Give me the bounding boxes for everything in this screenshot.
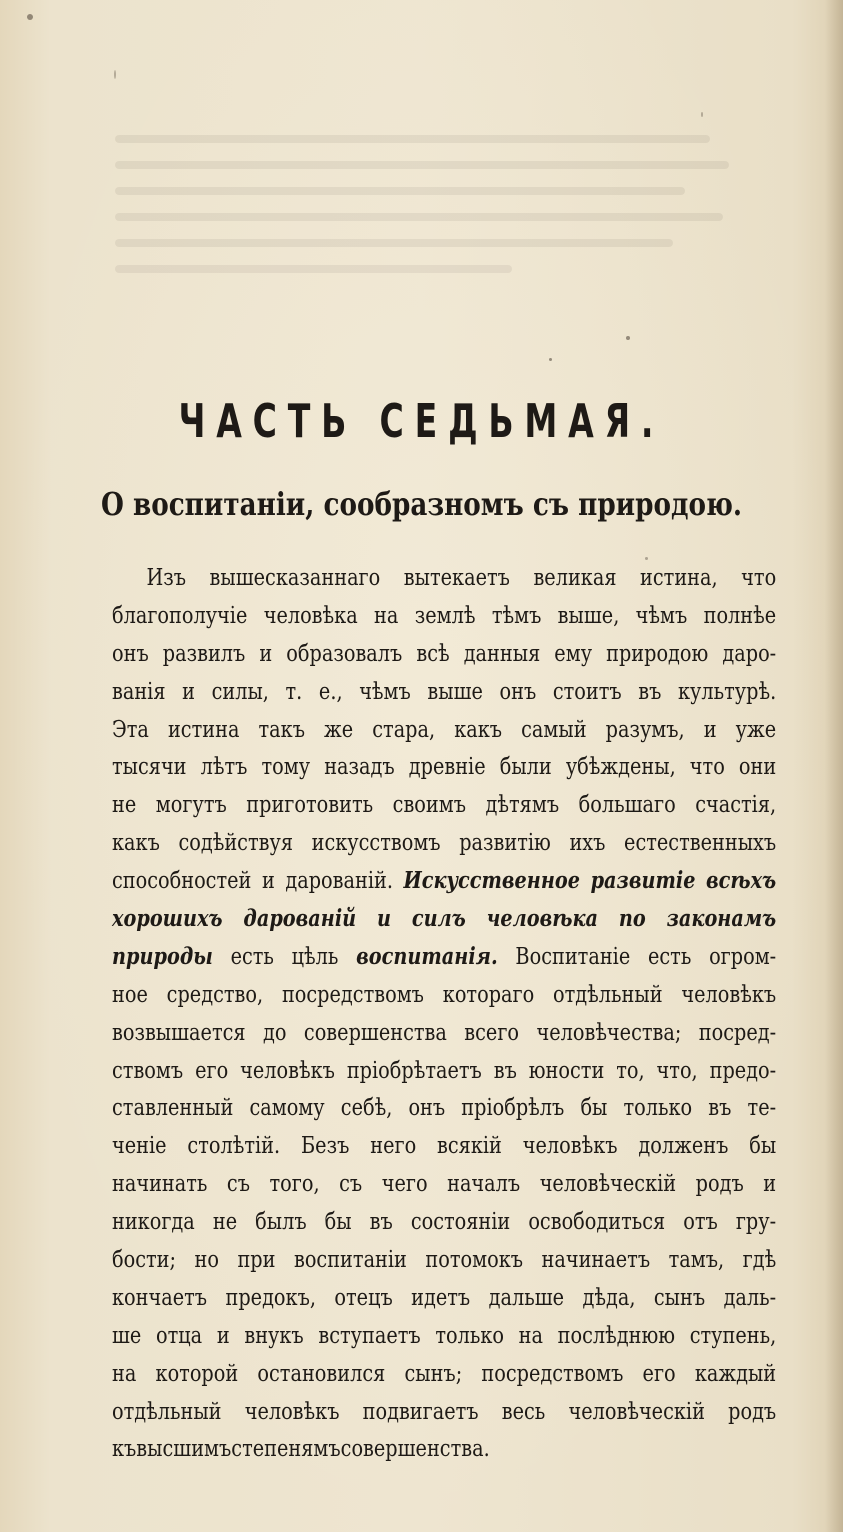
- word: приготовить: [246, 790, 374, 819]
- paragraph-line: [112, 1282, 777, 1324]
- word: ствомъ: [112, 1055, 184, 1084]
- word: и: [261, 866, 275, 895]
- paper-speck: [27, 14, 33, 20]
- word: такъ: [258, 714, 305, 743]
- word: сынъ: [653, 1282, 706, 1311]
- word: что: [689, 752, 725, 781]
- word: возвышается: [112, 1017, 246, 1046]
- word: весь: [501, 1396, 546, 1425]
- word: потомокъ: [425, 1245, 524, 1274]
- paragraph-line: [112, 1131, 777, 1172]
- word: чѣмъ: [359, 676, 411, 705]
- word: чѣмъ: [635, 600, 688, 629]
- word: развилъ: [162, 638, 246, 667]
- word: съ: [339, 1169, 363, 1198]
- emphasized-word: человѣка: [486, 904, 599, 933]
- word: стоитъ: [552, 676, 622, 705]
- word: только: [435, 1320, 504, 1349]
- word: бы: [324, 1207, 352, 1236]
- word: посредствомъ: [481, 1358, 624, 1387]
- word: не: [112, 790, 137, 819]
- paragraph-line: [112, 904, 777, 945]
- word: родъ: [695, 1169, 744, 1198]
- word: древніе: [408, 752, 486, 781]
- paragraph-line: [112, 714, 777, 756]
- emphasized-word: по: [618, 904, 646, 933]
- word: къ: [112, 1434, 137, 1463]
- word: вышесказаннаго: [209, 563, 381, 591]
- word: родъ: [728, 1396, 777, 1425]
- word: природою: [606, 638, 709, 667]
- word: дѣда,: [582, 1282, 636, 1311]
- word: начинаетъ: [541, 1245, 651, 1274]
- emphasized-word: и: [377, 904, 392, 933]
- word: всякій: [437, 1131, 502, 1160]
- word: освободиться: [528, 1207, 666, 1236]
- word: что,: [656, 1055, 698, 1084]
- word: подвигаетъ: [362, 1396, 479, 1425]
- word: ное: [112, 979, 148, 1008]
- paragraph-line: [112, 1245, 777, 1286]
- word: самый: [521, 714, 587, 743]
- word: совершенства: [303, 1017, 447, 1046]
- paragraph-line: [112, 1434, 776, 1475]
- paragraph-line: [112, 1396, 777, 1438]
- word: въ: [493, 1055, 517, 1084]
- word: стара,: [372, 714, 436, 743]
- word: цѣль: [291, 941, 339, 970]
- word: человѣкъ: [244, 1396, 340, 1425]
- word: благополучіе: [112, 600, 248, 629]
- word: человѣкъ: [522, 1131, 618, 1160]
- word: былъ: [255, 1207, 307, 1236]
- word: человѣческій: [568, 1396, 705, 1425]
- emphasized-word: Искусственное: [403, 866, 581, 895]
- word: чего: [381, 1169, 428, 1198]
- word: всѣ: [416, 638, 450, 667]
- paragraph-line: [112, 1207, 777, 1248]
- word: и: [216, 1320, 230, 1349]
- word: предокъ,: [225, 1282, 316, 1311]
- paragraph-line: [112, 563, 777, 604]
- word: лѣтъ: [200, 752, 248, 781]
- word: ему: [554, 638, 593, 667]
- emphasized-word: хорошихъ: [112, 904, 223, 933]
- word: разумъ,: [605, 714, 685, 743]
- word: были: [499, 752, 552, 781]
- word: ставленный: [112, 1093, 234, 1122]
- word: даро-: [722, 638, 777, 667]
- word: дальше: [488, 1282, 565, 1311]
- word: на: [374, 600, 399, 629]
- paper-speck: [549, 358, 552, 361]
- bleed-through-text: [115, 135, 735, 335]
- word: бости;: [112, 1245, 176, 1274]
- word: послѣднюю: [557, 1320, 676, 1349]
- word: т.: [285, 676, 303, 705]
- word: ше: [112, 1320, 142, 1349]
- word: тысячи: [112, 752, 187, 781]
- word: ступень,: [689, 1320, 777, 1349]
- word: гдѣ: [742, 1245, 777, 1274]
- word: Безъ: [301, 1131, 350, 1160]
- paragraph-line: [112, 828, 777, 869]
- word: способностей: [112, 866, 252, 895]
- word: Воспитаніе: [515, 941, 631, 970]
- word: до: [263, 1017, 287, 1046]
- paragraph-line: [112, 866, 777, 907]
- word: всего: [464, 1017, 520, 1046]
- paragraph-line: [112, 941, 777, 983]
- word: силы,: [211, 676, 269, 705]
- word: дарованій.: [285, 866, 393, 895]
- word: есть: [230, 941, 274, 970]
- paragraph-line: [112, 638, 777, 680]
- emphasized-word: природы: [112, 941, 213, 970]
- word: пріобрѣлъ: [461, 1093, 565, 1122]
- word: большаго: [578, 790, 676, 819]
- paragraph-line: [112, 1169, 777, 1210]
- word: ванія: [112, 676, 166, 705]
- word: начинать: [112, 1169, 208, 1198]
- word: отдѣльный: [112, 1396, 222, 1425]
- word: съ: [226, 1169, 250, 1198]
- word: естественныхъ: [624, 828, 777, 857]
- word: истина,: [640, 563, 718, 591]
- word: дѣтямъ: [485, 790, 560, 819]
- word: идетъ: [411, 1282, 471, 1311]
- word: посред-: [698, 1017, 777, 1046]
- word: и: [703, 714, 717, 743]
- word: счастія,: [695, 790, 777, 819]
- word: себѣ,: [340, 1093, 393, 1122]
- emphasized-word: законамъ: [666, 904, 777, 933]
- word: посредствомъ: [281, 979, 424, 1008]
- word: того,: [269, 1169, 320, 1198]
- part-title: ЧАСТЬ СЕДЬМАЯ.: [178, 394, 665, 448]
- word: которой: [155, 1358, 239, 1387]
- word: не: [212, 1207, 238, 1236]
- word: внукъ: [244, 1320, 304, 1349]
- word: Изъ: [146, 563, 187, 591]
- word: и: [763, 1169, 777, 1198]
- word: землѣ: [414, 600, 476, 629]
- paragraph-line: [112, 752, 777, 793]
- word: истина: [167, 714, 240, 743]
- paragraph-line: [112, 600, 777, 642]
- word: своимъ: [392, 790, 466, 819]
- word: данныя: [463, 638, 541, 667]
- word: какъ: [112, 828, 160, 857]
- word: средство,: [166, 979, 264, 1008]
- word: него: [370, 1131, 417, 1160]
- word: содѣйствуя: [178, 828, 293, 857]
- word: котораго: [442, 979, 535, 1008]
- word: и: [259, 638, 273, 667]
- word: то,: [616, 1055, 645, 1084]
- emphasized-word: развитіе: [590, 866, 696, 895]
- word: выше,: [557, 600, 620, 629]
- emphasized-word: силъ: [411, 904, 466, 933]
- paragraph-line: [112, 1055, 777, 1097]
- word: полнѣе: [703, 600, 777, 629]
- word: долженъ: [638, 1131, 729, 1160]
- word: какъ: [454, 714, 503, 743]
- word: на: [518, 1320, 543, 1349]
- word: при: [237, 1245, 276, 1274]
- word: и: [182, 676, 195, 705]
- word: ченіе: [112, 1131, 167, 1160]
- word: столѣтій.: [187, 1131, 281, 1160]
- word: отдѣльный: [553, 979, 663, 1008]
- word: онъ: [408, 1093, 446, 1122]
- word: въ: [369, 1207, 393, 1236]
- paragraph-line: [112, 790, 777, 831]
- word: гру-: [735, 1207, 777, 1236]
- word: но: [194, 1245, 219, 1274]
- word: вступаетъ: [318, 1320, 421, 1349]
- word: въ: [638, 676, 662, 705]
- paragraph-line: [112, 676, 777, 718]
- section-title: О воспитаніи, сообразномъ съ природою.: [100, 485, 743, 523]
- word: тѣмъ: [491, 600, 542, 629]
- word: на: [112, 1358, 137, 1387]
- word: тамъ,: [668, 1245, 725, 1274]
- emphasized-word: всѣхъ: [706, 866, 777, 895]
- word: бы: [580, 1093, 608, 1122]
- word: ихъ: [569, 828, 606, 857]
- word: вытекаетъ: [403, 563, 510, 591]
- word: кончаетъ: [112, 1282, 208, 1311]
- word: каждый: [694, 1358, 777, 1387]
- paragraph-line: [112, 1358, 777, 1400]
- body-paragraph: [112, 563, 777, 1475]
- word: Эта: [112, 714, 149, 743]
- word: выше: [427, 676, 483, 705]
- paragraph-line: [112, 1320, 777, 1362]
- word: началъ: [447, 1169, 521, 1198]
- word: совершенства.: [340, 1434, 490, 1463]
- word: только: [623, 1093, 693, 1122]
- word: огром-: [709, 941, 777, 970]
- word: остановился: [257, 1358, 386, 1387]
- word: те-: [747, 1093, 777, 1122]
- word: человѣкъ: [240, 1055, 335, 1084]
- word: онъ: [112, 638, 149, 667]
- word: воспитаніи: [293, 1245, 407, 1274]
- word: могутъ: [155, 790, 227, 819]
- paragraph-line: [112, 1093, 777, 1134]
- word: отецъ: [334, 1282, 393, 1311]
- emphasized-word: воспитанія.: [356, 941, 498, 970]
- word: юности: [528, 1055, 605, 1084]
- word: пріобрѣтаетъ: [346, 1055, 482, 1084]
- word: бы: [749, 1131, 777, 1160]
- emphasized-word: дарованій: [243, 904, 357, 933]
- word: уже: [735, 714, 777, 743]
- word: искусствомъ: [311, 828, 441, 857]
- word: убѣждены,: [565, 752, 676, 781]
- paragraph-line: [112, 979, 777, 1021]
- word: тому: [261, 752, 311, 781]
- paper-speck: [701, 112, 703, 117]
- word: назадъ: [324, 752, 395, 781]
- word: сынъ;: [404, 1358, 463, 1387]
- word: высшимъ: [136, 1434, 232, 1463]
- word: развитію: [459, 828, 551, 857]
- word: даль-: [723, 1282, 777, 1311]
- word: онъ: [499, 676, 537, 705]
- word: образовалъ: [286, 638, 403, 667]
- word: его: [195, 1055, 229, 1084]
- word: что: [741, 563, 777, 591]
- word: е.,: [318, 676, 343, 705]
- paper-speck: [645, 557, 648, 560]
- word: въ: [708, 1093, 732, 1122]
- word: человѣческій: [539, 1169, 677, 1198]
- word: человѣка: [263, 600, 358, 629]
- paper-speck: [114, 70, 116, 79]
- word: же: [324, 714, 354, 743]
- word: отца: [155, 1320, 203, 1349]
- word: его: [642, 1358, 676, 1387]
- word: степенямъ: [231, 1434, 341, 1463]
- word: человѣчества;: [536, 1017, 682, 1046]
- word: культурѣ.: [678, 676, 777, 705]
- word: они: [738, 752, 777, 781]
- word: состояніи: [410, 1207, 511, 1236]
- word: отъ: [683, 1207, 718, 1236]
- paragraph-line: [112, 1017, 777, 1059]
- word: великая: [533, 563, 617, 591]
- word: самому: [249, 1093, 325, 1122]
- word: никогда: [112, 1207, 195, 1236]
- paper-speck: [626, 336, 630, 340]
- word: есть: [647, 941, 692, 970]
- word: человѣкъ: [681, 979, 777, 1008]
- word: предо-: [709, 1055, 777, 1084]
